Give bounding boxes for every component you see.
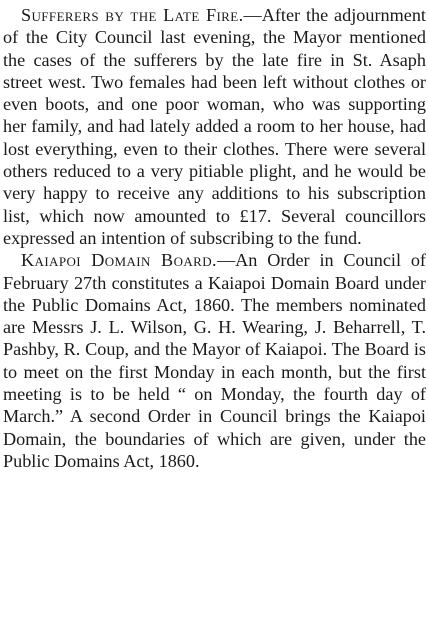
article-fire-sufferers: [3, 4, 426, 249]
article-headline: Kaiapoi Domain Board.: [21, 250, 217, 271]
article-body: —An Order in Council of February 27th constitutes a Kaiapoi Domain Board under the Public Domains Act, 1860. The members nominated are Messrs J. L. Wilson, G. H. Wearing, J. Beharrell, T. Pashby, R. Coup, and the Mayor of Kaiapoi. The Board is to meet on the first Monday in each month, but the first meeting is to be held “ on Monday, the fourth day of March.” A second Order in Council brings the Kaiapoi Domain, the boundaries of which are given, under the Public Domains Act, 1860.: [3, 250, 426, 471]
article-kaiapoi-domain-board: [3, 249, 426, 472]
article-body: —After the adjournment of the City Council last evening, the Mayor mentioned the cases of the sufferers by the late fire in St. Asaph street west. Two females had been left without clothes or even boots, and one poor woman, who was supporting her family, and had lately added a room to her house, had lost everything, even to their clothes. There were several others reduced to a very pitiable plight, and he would be very happy to receive any additions to his subscription list, which now amounted to £17. Several councillors expressed an intention of subscribing to the fund.: [3, 5, 426, 248]
article-headline: Sufferers by the Late Fire.: [21, 5, 244, 25]
